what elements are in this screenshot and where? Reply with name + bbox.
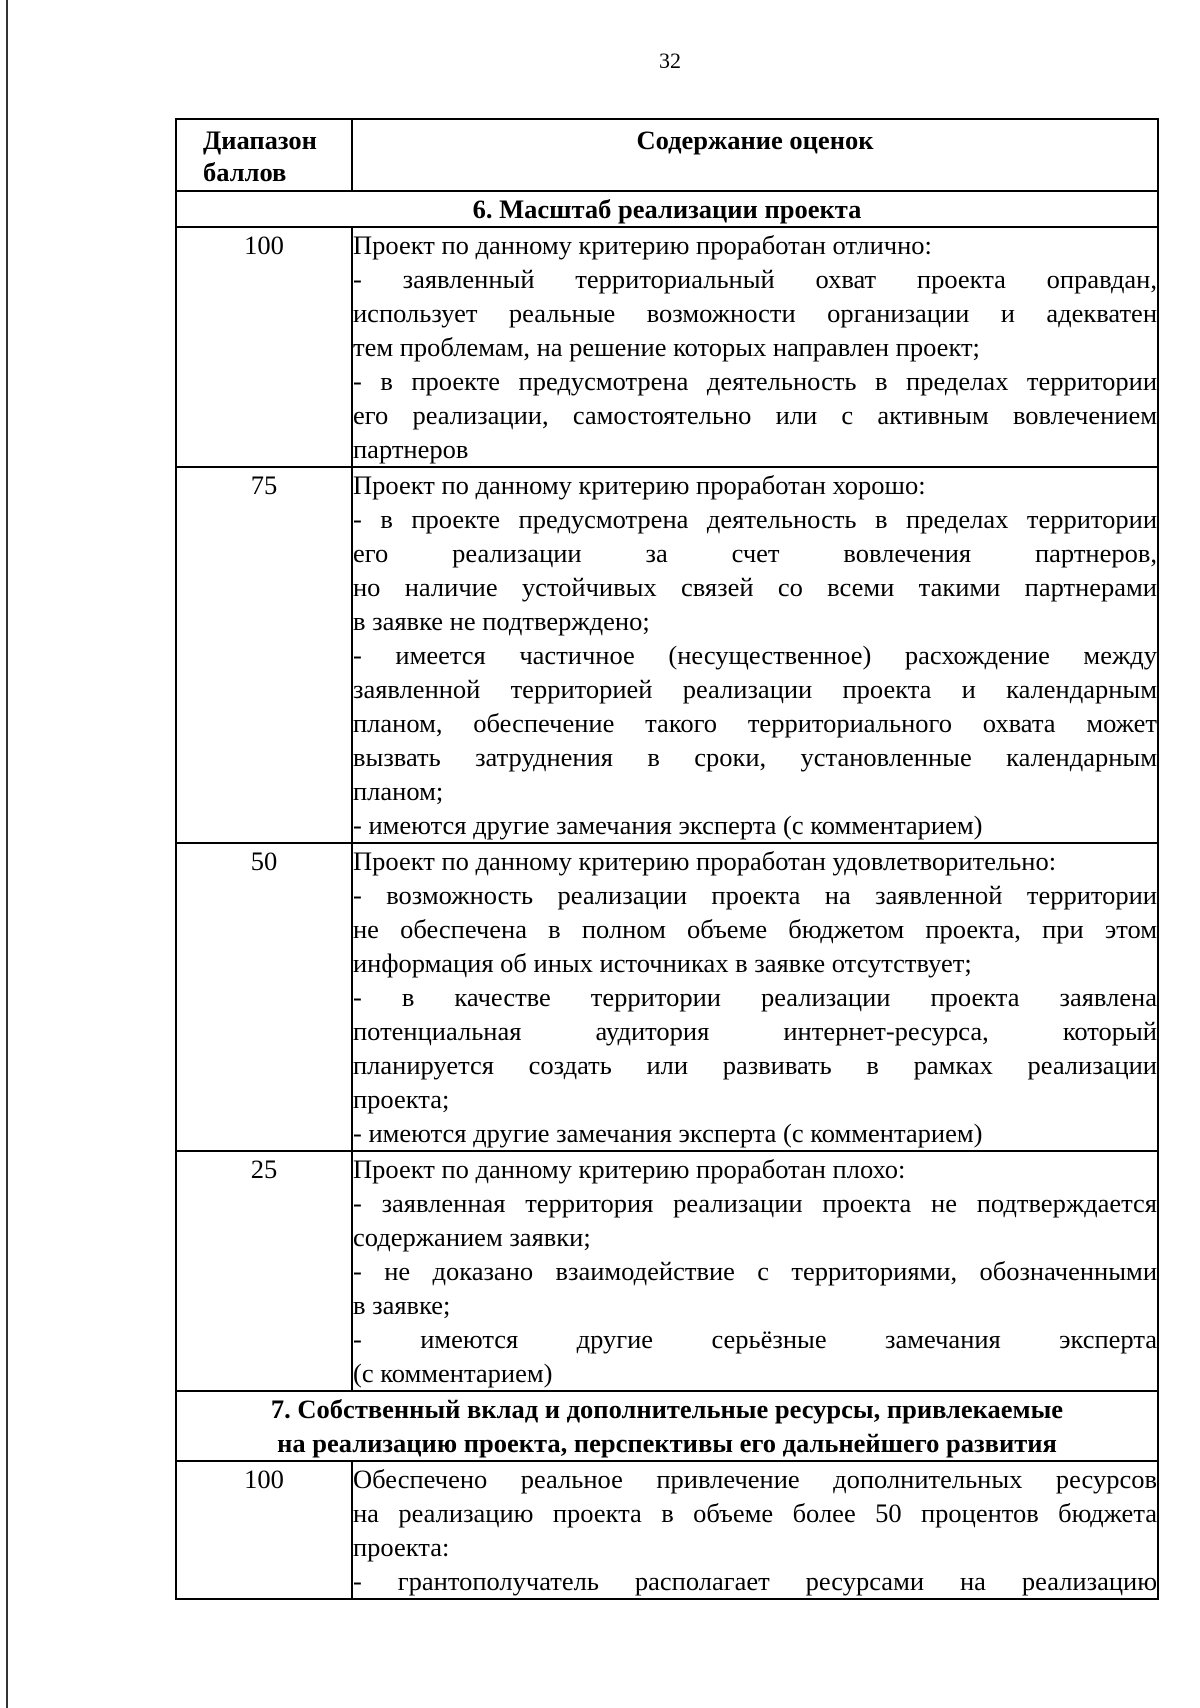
description-line: не обеспечена в полном объеме бюджетом проекта, при этом bbox=[353, 914, 1157, 944]
description-line: - в проекте предусмотрена деятельность в пределах территории bbox=[353, 366, 1157, 396]
description-cell bbox=[352, 467, 1158, 843]
description-line: - в качестве территории реализации проекта заявлена bbox=[353, 982, 1157, 1012]
table-header-row bbox=[176, 119, 1158, 191]
description-line: Проект по данному критерию проработан удовлетворительно: bbox=[353, 846, 1057, 876]
description-line: Обеспечено реальное привлечение дополнительных ресурсов bbox=[353, 1464, 1157, 1494]
table-row bbox=[176, 1461, 1158, 1599]
header-content: Содержание оценок bbox=[352, 119, 1158, 191]
score-cell: 50 bbox=[176, 843, 352, 1151]
header-score-range-line2: баллов bbox=[203, 157, 287, 187]
scan-left-edge bbox=[6, 0, 8, 1708]
section-title bbox=[176, 1391, 1158, 1461]
header-score-range bbox=[176, 119, 352, 191]
description-line: его реализации за счет вовлечения партнеров, bbox=[353, 538, 1157, 568]
description-line: использует реальные возможности организации и адекватен bbox=[353, 298, 1157, 328]
description-line: Проект по данному критерию проработан плохо: bbox=[353, 1154, 906, 1184]
description-line: проекта: bbox=[353, 1532, 450, 1562]
description-line: вызвать затруднения в сроки, установленные календарным bbox=[353, 742, 1157, 772]
section-row bbox=[176, 191, 1158, 227]
description-line: Проект по данному критерию проработан хорошо: bbox=[353, 470, 926, 500]
description-line: тем проблемам, на решение которых направлен проект; bbox=[353, 332, 980, 362]
description-line: планируется создать или развивать в рамках реализации bbox=[353, 1050, 1157, 1080]
page-number: 32 bbox=[659, 48, 681, 73]
description-line: - имеется частичное (несущественное) расхождение между bbox=[353, 640, 1157, 670]
section-title-line: 6. Масштаб реализации проекта bbox=[472, 194, 862, 224]
score-cell: 100 bbox=[176, 1461, 352, 1599]
description-cell bbox=[352, 227, 1158, 467]
description-cell bbox=[352, 843, 1158, 1151]
section-title-line: 7. Собственный вклад и дополнительные ресурсы, привлекаемые bbox=[270, 1394, 1064, 1424]
description-line: информация об иных источниках в заявке отсутствует; bbox=[353, 948, 972, 978]
description-line: заявленной территорией реализации проекта и календарным bbox=[353, 674, 1157, 704]
description-line: в заявке; bbox=[353, 1290, 451, 1320]
description-line: - возможность реализации проекта на заявленной территории bbox=[353, 880, 1157, 910]
section-title bbox=[176, 191, 1158, 227]
description-line: - не доказано взаимодействие с территориями, обозначенными bbox=[353, 1256, 1157, 1286]
section-title-line: на реализацию проекта, перспективы его дальнейшего развития bbox=[277, 1428, 1057, 1458]
section-row bbox=[176, 1391, 1158, 1461]
description-line: - в проекте предусмотрена деятельность в пределах территории bbox=[353, 504, 1157, 534]
description-line: - имеются другие замечания эксперта (с комментарием) bbox=[353, 1118, 983, 1148]
table-row bbox=[176, 467, 1158, 843]
description-line: Проект по данному критерию проработан отлично: bbox=[353, 230, 932, 260]
table-row bbox=[176, 843, 1158, 1151]
description-line: планом, обеспечение такого территориального охвата может bbox=[353, 708, 1157, 738]
table-body bbox=[176, 191, 1158, 1599]
description-line: планом; bbox=[353, 776, 444, 806]
description-line: содержанием заявки; bbox=[353, 1222, 591, 1252]
description-line: но наличие устойчивых связей со всеми такими партнерами bbox=[353, 572, 1157, 602]
score-cell: 25 bbox=[176, 1151, 352, 1391]
description-line: на реализацию проекта в объеме более 50 процентов бюджета bbox=[353, 1498, 1157, 1528]
description-line: в заявке не подтверждено; bbox=[353, 606, 650, 636]
criteria-table bbox=[175, 118, 1159, 1600]
description-line: - имеются другие замечания эксперта (с комментарием) bbox=[353, 810, 983, 840]
description-line: - заявленная территория реализации проекта не подтверждается bbox=[353, 1188, 1157, 1218]
description-cell bbox=[352, 1461, 1158, 1599]
description-line: - имеются другие серьёзные замечания эксперта bbox=[353, 1324, 1157, 1354]
score-cell: 100 bbox=[176, 227, 352, 467]
description-cell bbox=[352, 1151, 1158, 1391]
description-line: партнеров bbox=[353, 434, 469, 464]
score-cell: 75 bbox=[176, 467, 352, 843]
description-line: - грантополучатель располагает ресурсами на реализацию bbox=[353, 1566, 1157, 1596]
description-line: (с комментарием) bbox=[353, 1358, 553, 1388]
description-line: проекта; bbox=[353, 1084, 450, 1114]
description-line: его реализации, самостоятельно или с активным вовлечением bbox=[353, 400, 1157, 430]
description-line: потенциальная аудитория интернет-ресурса, который bbox=[353, 1016, 1157, 1046]
table-row bbox=[176, 227, 1158, 467]
table-row bbox=[176, 1151, 1158, 1391]
header-score-range-line1: Диапазон bbox=[203, 125, 317, 155]
description-line: - заявленный территориальный охват проекта оправдан, bbox=[353, 264, 1157, 294]
